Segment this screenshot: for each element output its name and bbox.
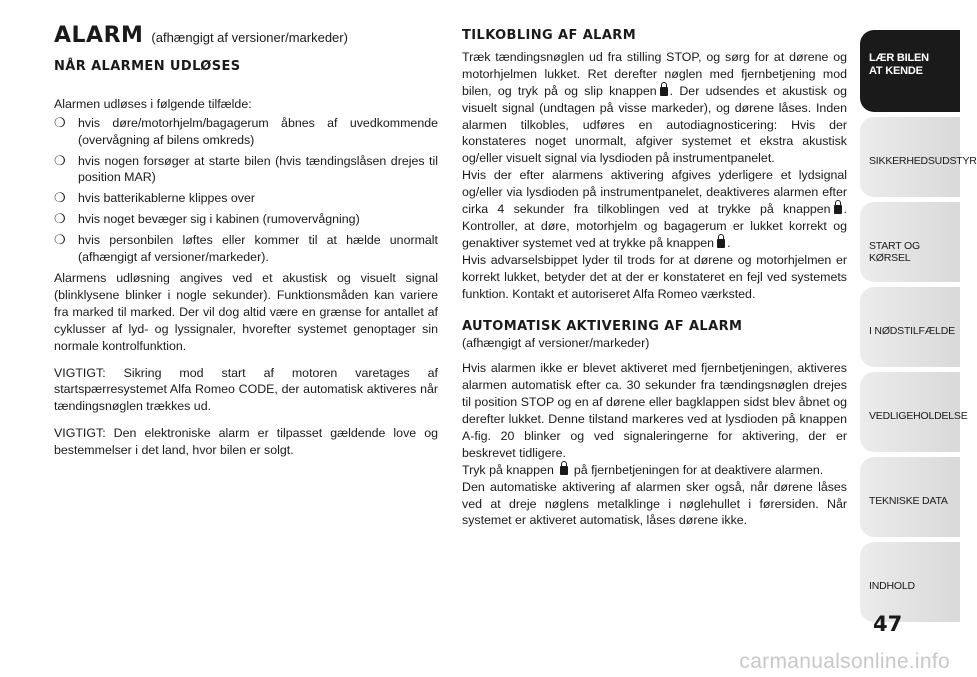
tab-safety[interactable]: SIKKERHEDSUDSTYR	[860, 117, 960, 197]
paragraph-auto: Hvis alarmen ikke er blevet aktiveret med fjernbetjeningen, aktiveres alarmen automatisk efter ca. 30 sekunder fra tændingsnøglen drejes til position STOP og en af dørene eller bagklappen sidst blev åbnet og derefter lukket. Denne tilstand markeres ved at lysdioden på knappen A-fig. 20 blinker og ved signaleringerne for aktivering, der er beskrevet tidligere.	[462, 361, 847, 460]
bullet-icon: ❍	[54, 232, 66, 248]
tab-know-car[interactable]: LÆR BILEN AT KENDE	[860, 30, 960, 112]
bullet-icon: ❍	[54, 190, 66, 206]
paragraph-important-code: VIGTIGT: Sikring mod start af motoren varetages af startspærresystemet Alfa Romeo CODE, der automatisk aktiveres når tændingsnøglen trækkes ud.	[54, 365, 438, 414]
lock-icon	[834, 205, 842, 214]
section-heading-auto-activation: AUTOMATISK AKTIVERING AF ALARM	[462, 318, 743, 334]
paragraph-warning-beep: Hvis advarselsbippet lyder til trods for at dørene og motorhjelmen er korrekt lukket, betyder det at der er konstateret en fejl ved systemets funktion. Kontakt et autoriseret Alfa Romeo værksted.	[462, 252, 847, 301]
bullet-icon: ❍	[54, 152, 66, 168]
bullet-icon: ❍	[54, 211, 66, 227]
page-title-note: (afhængigt af versioner/markeder)	[151, 30, 348, 45]
paragraph-important-law: VIGTIGT: Den elektroniske alarm er tilpasset gældende love og bestemmelser i det land, hvor bilen er solgt.	[54, 426, 438, 458]
paragraph-activation: Træk tændingsnøglen ud fra stilling STOP, og sørg for at dørene og motorhjelmen lukket. Ret derefter nøglen med fjernbetjening mod bilen, og tryk på og slip knappen . Der udsendes et akustisk og visuelt signal (undtagen på visse markeder), og dørene låses. Inden alarmen tilkobles, udføres en autodiagnosticering: Hvis der konstateres noget unormalt, afgiver systemet et ekstra akustisk og/eller visuelt signal via lysdioden på instrumentpanelet.	[462, 49, 848, 166]
tab-maintenance[interactable]: VEDLIGEHOLDELSE	[860, 372, 960, 452]
chapter-sidebar	[860, 30, 977, 627]
tab-start-driving[interactable]: START OG KØRSEL	[860, 202, 960, 282]
page-title: ALARM	[54, 23, 144, 48]
list-item: ❍ hvis batterikablerne klippes over	[54, 190, 256, 206]
page-number: 47	[873, 612, 903, 636]
lock-icon	[717, 239, 725, 248]
tab-technical-data[interactable]: TEKNISKE DATA	[860, 457, 960, 537]
lock-icon	[560, 466, 568, 475]
trigger-list	[54, 115, 438, 266]
list-item: ❍ hvis personbilen løftes eller kommer til at hælde unormalt (afhængigt af versioner/markeder).	[54, 232, 438, 265]
section-heading-triggers: NÅR ALARMEN UDLØSES	[54, 58, 241, 74]
paragraph-deactivation: Hvis der efter alarmens aktivering afgives yderligere et lydsignal og/eller via lysdioden på instrumentpanelet, deaktiveres alarmen efter cirka 4 sekunder fra tilkoblingen ved at trykke på knappen . Kontroller, at døre, motorhjelm og bagagerum er lukket korrekt og genaktiver systemet ved at trykke på knappen .	[462, 168, 847, 250]
lock-icon	[660, 87, 668, 96]
left-column	[54, 23, 438, 459]
section-note: (afhængigt af versioner/markeder)	[462, 336, 650, 351]
page-title-row	[54, 23, 438, 48]
right-column	[462, 28, 847, 529]
section-heading-activation: TILKOBLING AF ALARM	[462, 28, 637, 43]
list-item: ❍ hvis noget bevæger sig i kabinen (rumovervågning)	[54, 211, 360, 227]
watermark: carmanualsonline.info	[739, 650, 950, 673]
paragraph-disable-auto: Tryk på knappen på fjernbetjeningen for at deaktivere alarmen.	[462, 462, 824, 477]
intro-text: Alarmen udløses i følgende tilfælde:	[54, 96, 252, 111]
list-item: ❍ hvis døre/motorhjelm/bagagerum åbnes af uvedkommende (overvågning af bilens omkreds)	[54, 114, 438, 147]
tab-contents[interactable]: INDHOLD	[860, 542, 960, 622]
tab-emergency[interactable]: I NØDSTILFÆLDE	[860, 287, 960, 367]
paragraph-signal: Alarmens udløsning angives ved et akustisk og visuelt signal (blinklysene blinker i nogle sekunder). Funktionsmåden kan variere fra marked til marked. Der vil dog altid være en grænse for antallet af cyklusser af lyd- og lyssignaler, hvorefter systemet genoptager sin normale kontrolfunktion.	[54, 270, 438, 353]
bullet-icon: ❍	[54, 114, 66, 130]
list-item: ❍ hvis nogen forsøger at starte bilen (hvis tændingslåsen drejes til position MAR)	[54, 152, 438, 185]
paragraph-auto-door: Den automatiske aktivering af alarmen sker også, når dørene låses ved at dreje nøglens metalklinge i nøglehullet i førersiden. Når systemet er aktiveret automatisk, låses dørene ikke.	[462, 479, 847, 528]
